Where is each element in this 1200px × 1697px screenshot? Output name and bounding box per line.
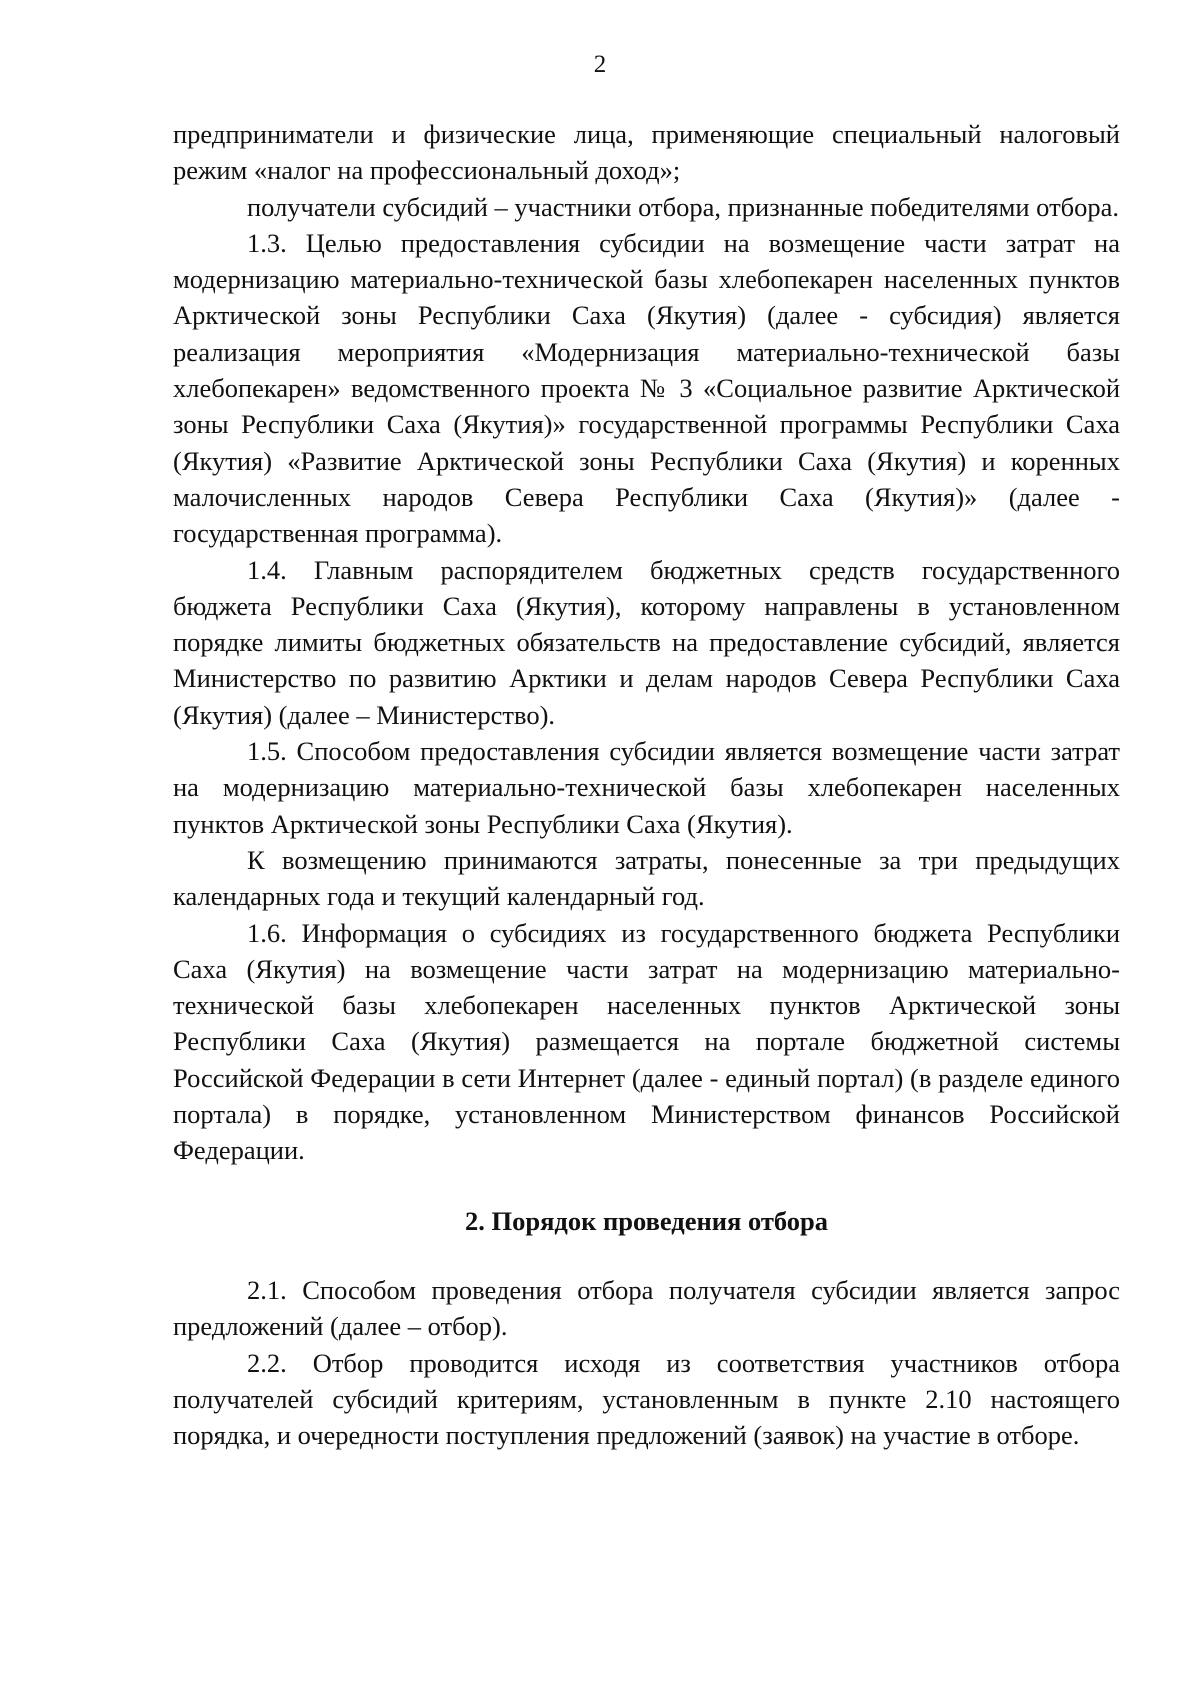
paragraph: 1.5. Способом предоставления субсидии является возмещение части затрат на модернизацию материально-технической базы хлебопекарен населенных пунктов Арктической зоны Республики Саха (Якутия). <box>173 736 1120 839</box>
paragraph: 1.6. Информация о субсидиях из государственного бюджета Республики Саха (Якутия) на возмещение части затрат на модернизацию материально-технической базы хлебопекарен населенных пунктов Арктической зоны Республики Саха (Якутия) размещается на портале бюджетной системы Российской Федерации в сети Интернет (далее - единый портал) (в разделе единого портала) в порядке, установленном Министерством финансов Российской Федерации. <box>173 917 1120 1166</box>
paragraph: получатели субсидий – участники отбора, признанные победителями отбора. <box>247 191 1120 222</box>
document-body <box>173 116 1120 1453</box>
paragraph: К возмещению принимаются затраты, понесенные за три предыдущих календарных года и текущий календарный год. <box>173 844 1120 912</box>
paragraph: предприниматели и физические лица, применяющие специальный налоговый режим «налог на профессиональный доход»; <box>173 119 1120 186</box>
paragraph: 2.2. Отбор проводится исходя из соответствия участников отбора получателей субсидий критериям, установленным в пункте 2.10 настоящего порядка, и очередности поступления предложений (заявок) на участие в отборе. <box>173 1347 1120 1451</box>
paragraph: 2.1. Способом проведения отбора получателя субсидии является запрос предложений (далее – отбор). <box>173 1274 1120 1342</box>
section-heading: 2. Порядок проведения отбора <box>464 1205 829 1236</box>
page-number: 2 <box>593 51 607 78</box>
paragraph: 1.3. Целью предоставления субсидии на возмещение части затрат на модернизацию материально-технической базы хлебопекарен населенных пунктов Арктической зоны Республики Саха (Якутия) (далее - субсидия) является реализация мероприятия «Модернизация материально-технической базы хлебопекарен» ведомственного проекта № 3 «Социальное развитие Арктической зоны Республики Саха (Якутия)» государственной программы Республики Саха (Якутия) «Развитие Арктической зоны Республики Саха (Якутия) и коренных малочисленных народов Севера Республики Саха (Якутия)» (далее - государственная программа). <box>173 227 1120 549</box>
paragraph: 1.4. Главным распорядителем бюджетных средств государственного бюджета Республики Саха (Якутия), которому направлены в установленном порядке лимиты бюджетных обязательств на предоставление субсидий, является Министерство по развитию Арктики и делам народов Севера Республики Саха (Якутия) (далее – Министерство). <box>173 554 1120 730</box>
